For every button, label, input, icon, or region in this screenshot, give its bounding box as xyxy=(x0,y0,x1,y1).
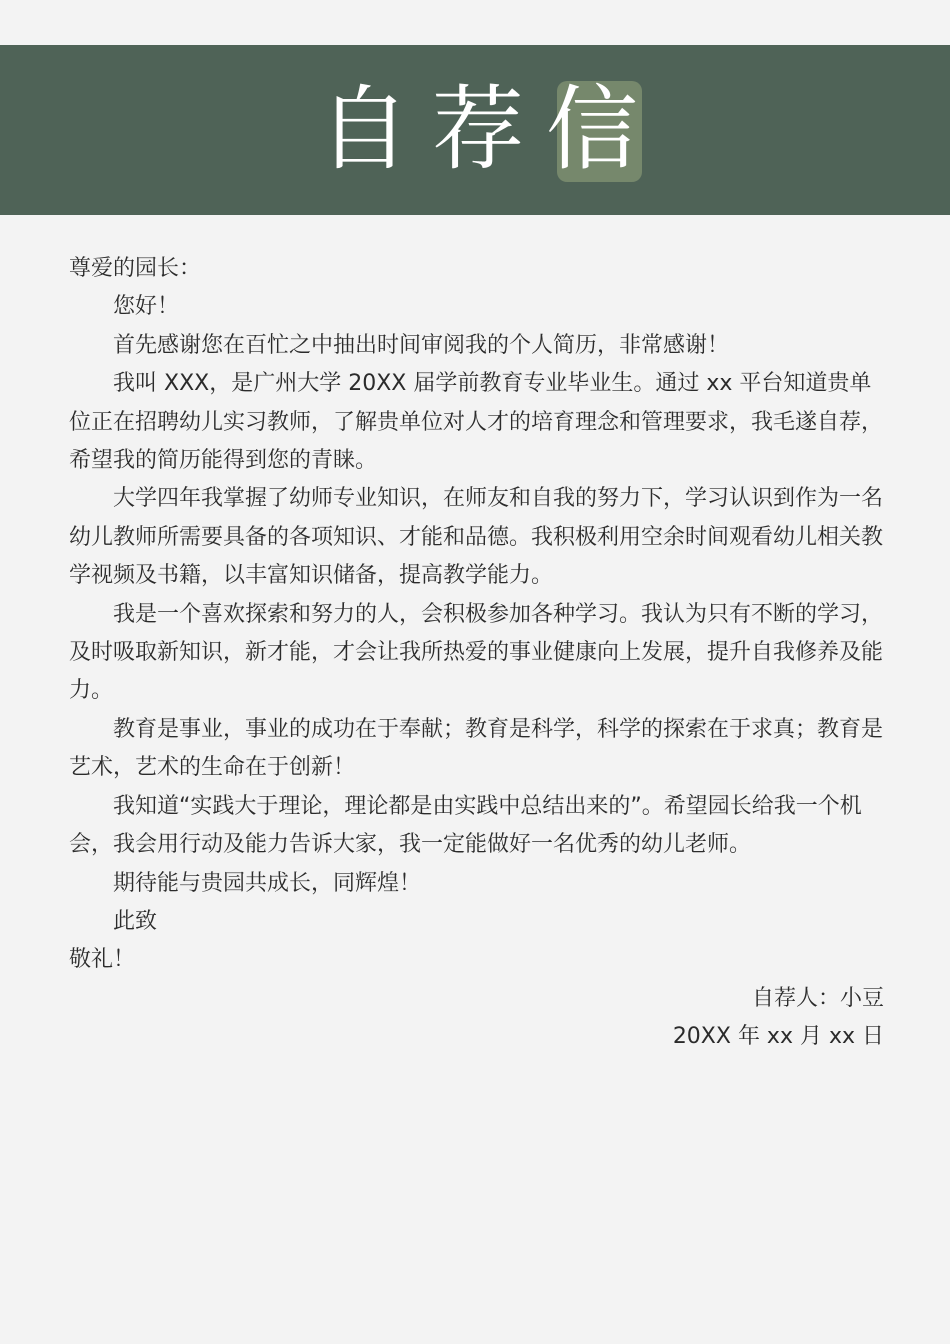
closing-line-2: 敬礼！ xyxy=(69,947,136,973)
letter-body xyxy=(69,250,884,1057)
paragraph-7: 期待能与贵园共成长，同辉煌！ xyxy=(113,870,422,896)
paragraph-2: 我叫 XXX，是广州大学 20XX 届学前教育专业毕业生。通过 xx 平台知道贵单位正在招聘幼儿实习教师，了解贵单位对人才的培育理念和管理要求，我毛遂自荐，希望我的简历能得到您的青睐。 xyxy=(69,371,884,474)
salutation: 您好！ xyxy=(113,294,180,320)
title-char-text-1: 自 xyxy=(317,76,410,183)
paragraph-4: 我是一个喜欢探索和努力的人，会积极参加各种学习。我认为只有不断的学习，及时吸取新知识，新才能，才会让我所热爱的事业健康向上发展，提升自我修养及能力。 xyxy=(69,601,884,704)
title-char-1 xyxy=(316,78,412,182)
closing-line-1: 此致 xyxy=(113,908,158,934)
paragraph-3: 大学四年我掌握了幼师专业知识，在师友和自我的努力下，学习认识到作为一名幼儿教师所需要具备的各项知识、才能和品德。我积极利用空余时间观看幼儿相关教学视频及书籍，以丰富知识储备，提高教学能力。 xyxy=(69,486,884,589)
signature: 自荐人：小豆 xyxy=(751,985,884,1011)
page-title xyxy=(0,45,950,215)
title-char-text-2: 荐 xyxy=(431,76,524,183)
title-char-3 xyxy=(544,78,640,182)
date: 20XX 年 xx 月 xx 日 xyxy=(672,1024,884,1050)
title-char-2 xyxy=(430,78,526,182)
paragraph-5: 教育是事业，事业的成功在于奉献；教育是科学，科学的探索在于求真；教育是艺术，艺术的生命在于创新！ xyxy=(69,716,884,781)
paragraph-6: 我知道“实践大于理论，理论都是由实践中总结出来的”。希望园长给我一个机会，我会用行动及能力告诉大家，我一定能做好一名优秀的幼儿老师。 xyxy=(69,793,862,858)
paragraph-1: 首先感谢您在百忙之中抽出时间审阅我的个人简历，非常感谢！ xyxy=(113,332,730,358)
greeting: 尊爱的园长： xyxy=(69,256,202,281)
title-char-text-3: 信 xyxy=(545,76,638,183)
header-band xyxy=(0,45,950,215)
